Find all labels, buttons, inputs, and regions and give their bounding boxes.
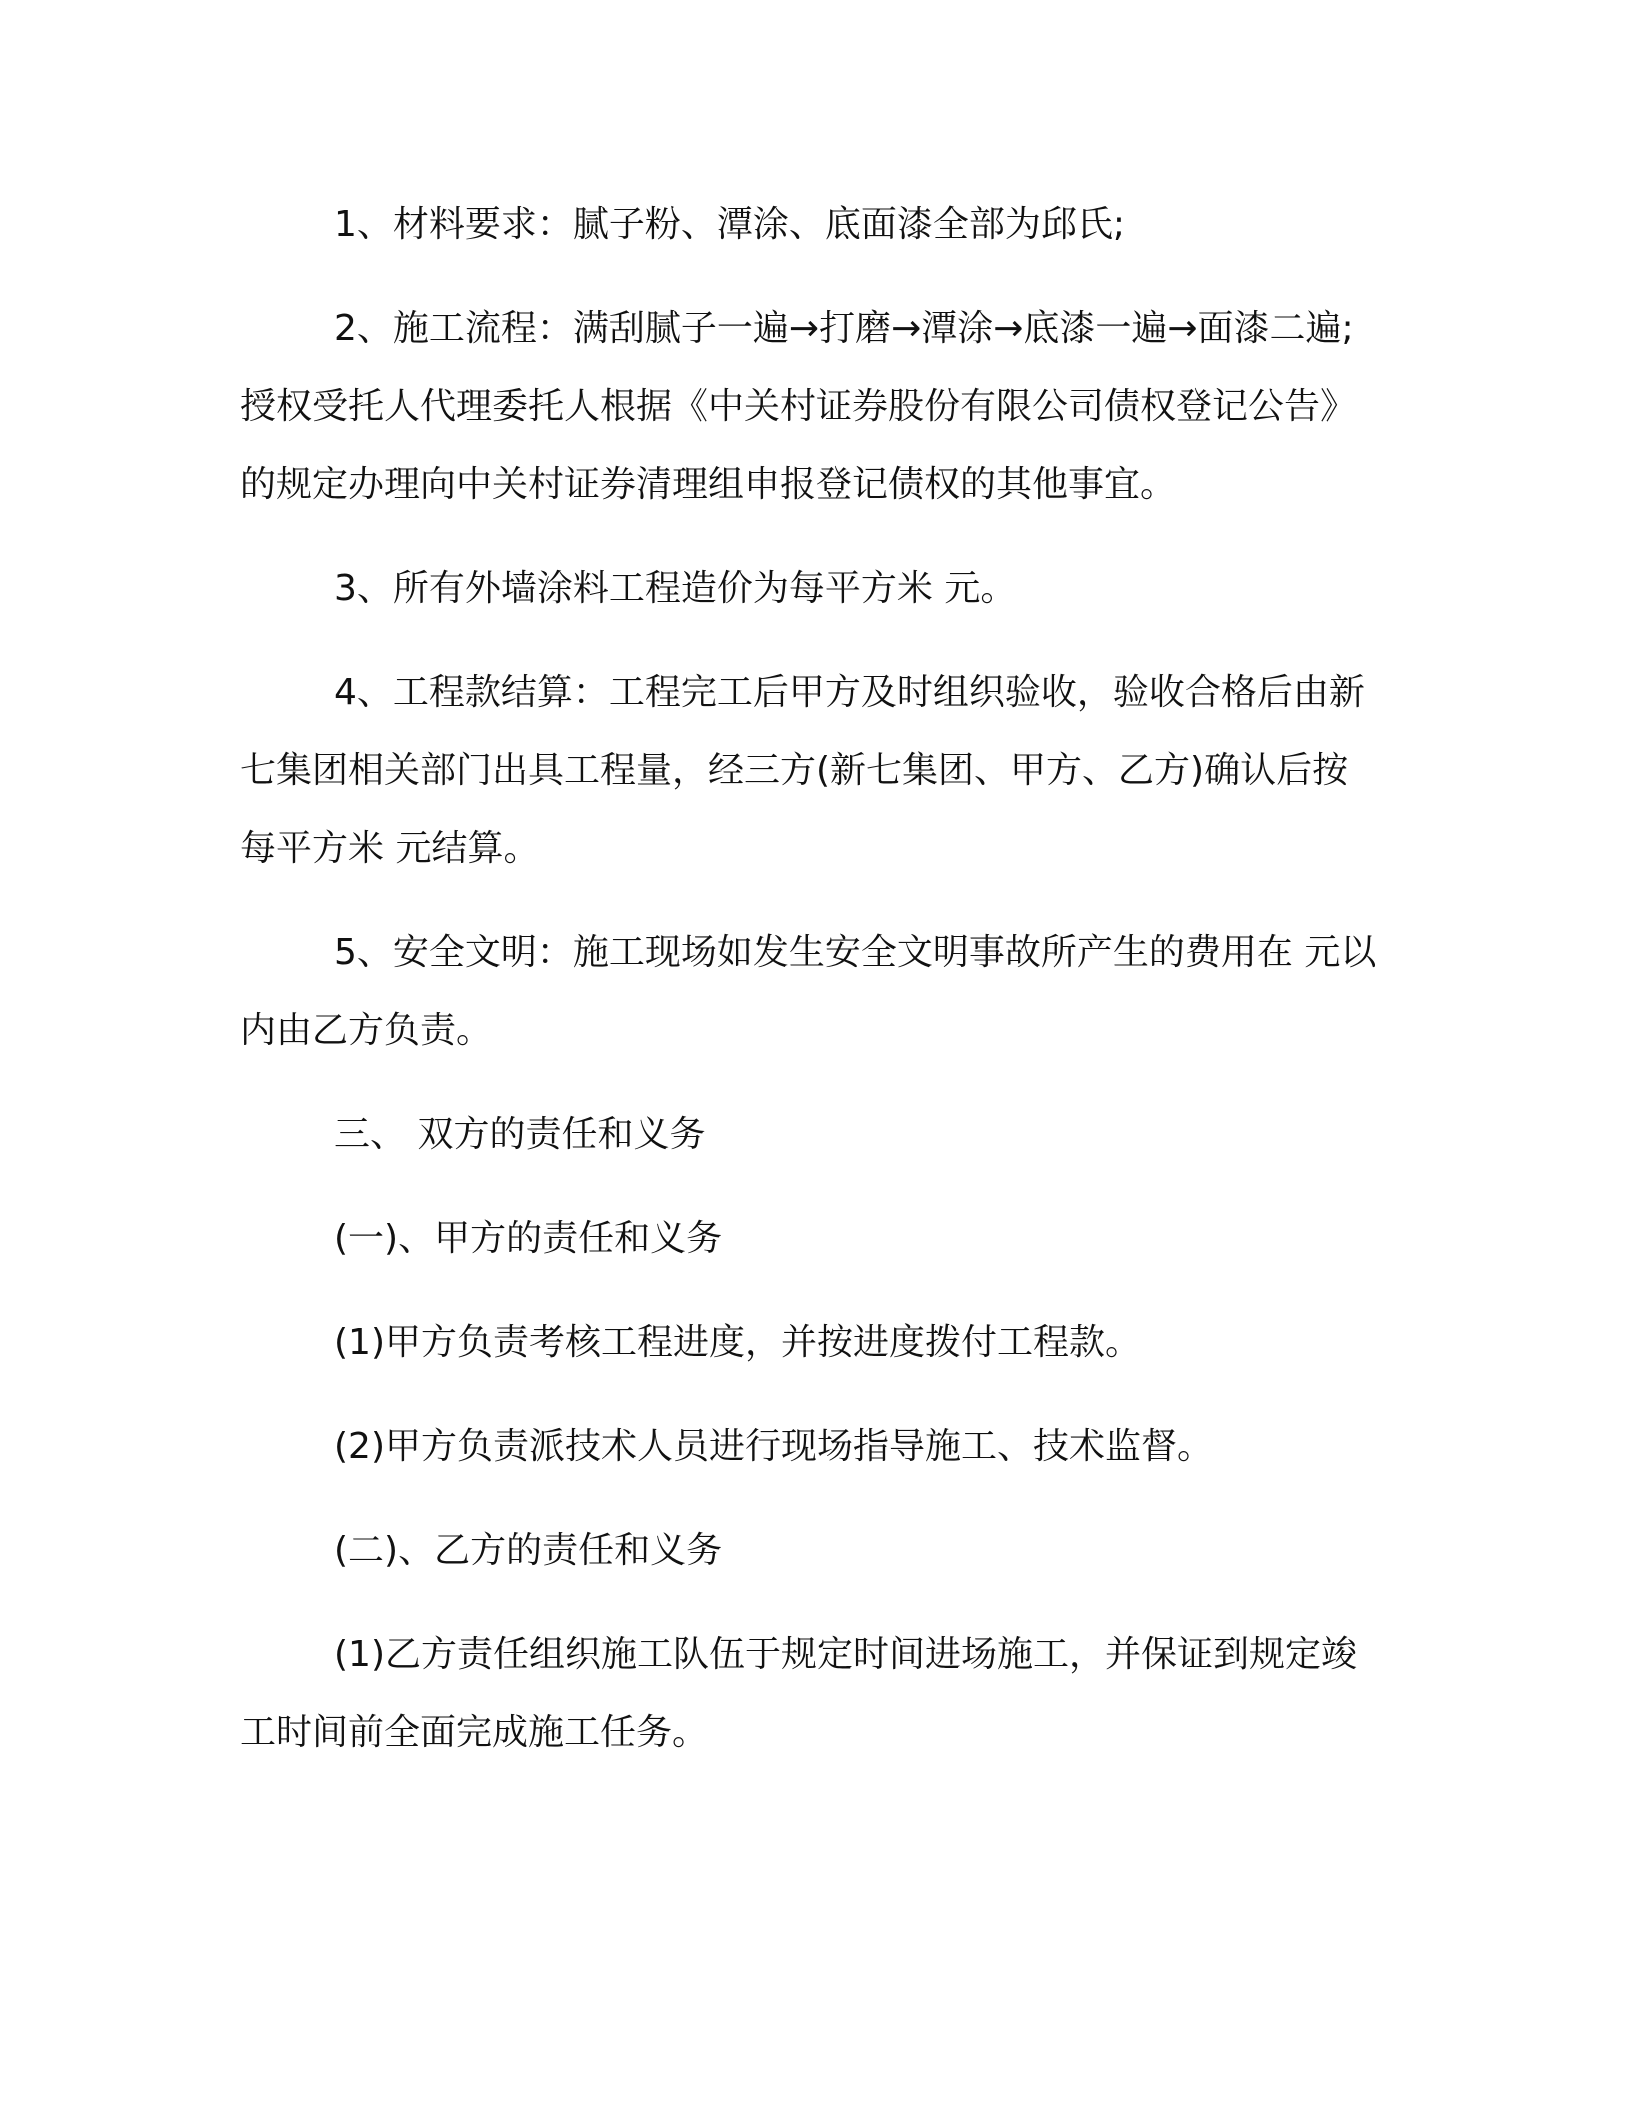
paragraph-party-a-item-2: (2)甲方负责派技术人员进行现场指导施工、技术监督。: [334, 1426, 1213, 1467]
paragraph-material-requirements: 1、材料要求：腻子粉、潭涂、底面漆全部为邱氏;: [334, 204, 1126, 245]
paragraph-construction-process: 2、施工流程：满刮腻子一遍→打磨→潭涂→底漆一遍→面漆二遍;授权受托人代理委托人根据《中关村证券股份有限公司债权登记公告》的规定办理向中关村证券清理组申报登记债权的其他事宜。: [240, 308, 1357, 505]
document-body: [240, 186, 1380, 1798]
paragraph-project-cost: 3、所有外墙涂料工程造价为每平方米 元。: [334, 568, 1017, 609]
paragraph-party-b-item-1: (1)乙方责任组织施工队伍于规定时间进场施工，并保证到规定竣工时间前全面完成施工任务。: [240, 1634, 1357, 1753]
subsection-heading-party-a: (一)、甲方的责任和义务: [334, 1218, 723, 1259]
section-heading-responsibilities: 三、 双方的责任和义务: [334, 1114, 706, 1155]
subsection-heading-party-b: (二)、乙方的责任和义务: [334, 1530, 723, 1571]
paragraph-safety: 5、安全文明：施工现场如发生安全文明事故所产生的费用在 元以内由乙方负责。: [240, 932, 1377, 1051]
paragraph-party-a-item-1: (1)甲方负责考核工程进度，并按进度拨付工程款。: [334, 1322, 1141, 1363]
paragraph-payment-settlement: 4、工程款结算：工程完工后甲方及时组织验收，验收合格后由新七集团相关部门出具工程量，经三方(新七集团、甲方、乙方)确认后按每平方米 元结算。: [240, 672, 1365, 869]
